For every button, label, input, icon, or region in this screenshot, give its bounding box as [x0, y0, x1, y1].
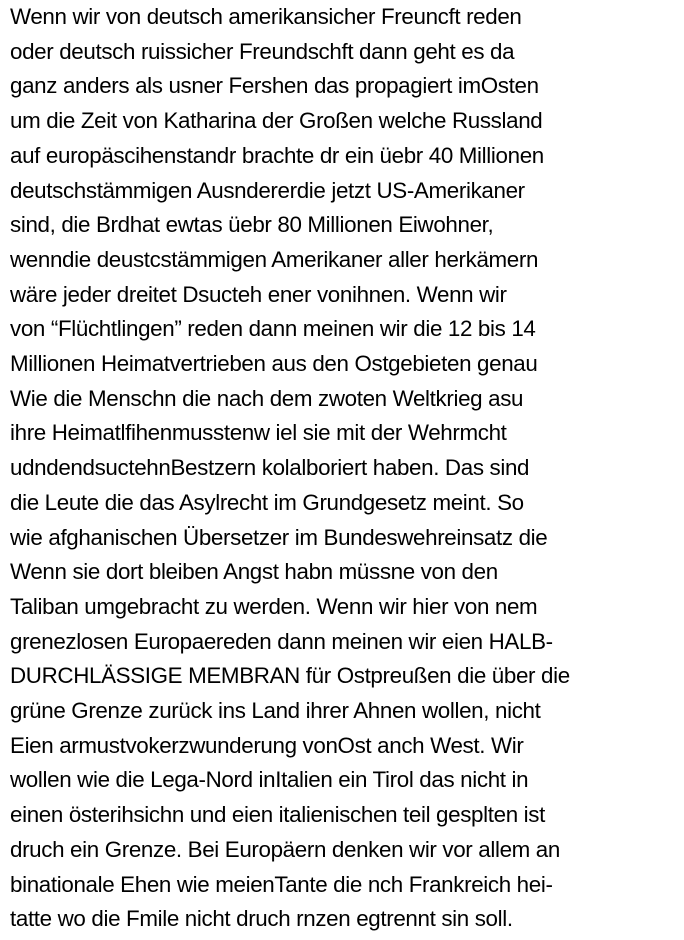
- text-line-22: Eien armustvokerzwunderung vonOst anch West. Wir: [10, 732, 524, 758]
- text-line-25: druch ein Grenze. Bei Europäern denken wir vor allem an: [10, 836, 560, 862]
- text-line-16: wie afghanischen Übersetzer im Bundeswehreinsatz die: [10, 524, 548, 550]
- text-line-4: um die Zeit von Katharina der Großen welche Russland: [10, 108, 543, 134]
- body-text: [10, 0, 682, 937]
- text-line-17: Wenn sie dort bleiben Angst habn müssne von den: [10, 559, 498, 585]
- text-line-10: von “Flüchtlingen” reden dann meinen wir die 12 bis 14: [10, 316, 536, 342]
- text-line-1: Wenn wir von deutsch amerikansicher Freuncft reden: [10, 4, 522, 29]
- text-line-6: deutschstämmigen Ausndererdie jetzt US-Amerikaner: [10, 177, 525, 203]
- text-line-7: sind, die Brdhat ewtas üebr 80 Millionen Eiwohner,: [10, 212, 494, 238]
- text-line-18: Taliban umgebracht zu werden. Wenn wir hier von nem: [10, 593, 538, 619]
- text-line-20: DURCHLÄSSIGE MEMBRAN für Ostpreußen die über die: [10, 663, 570, 689]
- text-line-12: Wie die Menschn die nach dem zwoten Weltkrieg asu: [10, 385, 524, 411]
- text-line-5: auf europäscihenstandr brachte dr ein üebr 40 Millionen: [10, 142, 544, 168]
- text-line-19: grenezlosen Europaereden dann meinen wir eien HALB-: [10, 628, 553, 654]
- text-line-13: ihre Heimatlfihenmusstenw iel sie mit der Wehrmcht: [10, 420, 507, 446]
- text-line-11: Millionen Heimatvertrieben aus den Ostgebieten genau: [10, 351, 538, 377]
- text-line-23: wollen wie die Lega-Nord inItalien ein Tirol das nicht in: [10, 767, 529, 793]
- text-line-15: die Leute die das Asylrecht im Grundgesetz meint. So: [10, 489, 524, 515]
- text-line-21: grüne Grenze zurück ins Land ihrer Ahnen wollen, nicht: [10, 698, 541, 724]
- text-line-9: wäre jeder dreitet Dsucteh ener vonihnen. Wenn wir: [10, 281, 507, 307]
- text-line-26: binationale Ehen wie meienTante die nch Frankreich hei-: [10, 871, 553, 897]
- text-line-3: ganz anders als usner Fershen das propagiert imOsten: [10, 73, 539, 99]
- text-line-8: wenndie deustcstämmigen Amerikaner aller herkämern: [10, 246, 539, 272]
- text-line-24: einen österihsichn und eien italienischen teil gesplten ist: [10, 802, 545, 828]
- text-line-2: oder deutsch ruissicher Freundschft dann geht es da: [10, 38, 515, 64]
- text-line-14: udndendsuctehnBestzern kolalboriert haben. Das sind: [10, 455, 530, 481]
- text-line-27: tatte wo die Fmile nicht druch rnzen egtrennt sin soll.: [10, 906, 513, 932]
